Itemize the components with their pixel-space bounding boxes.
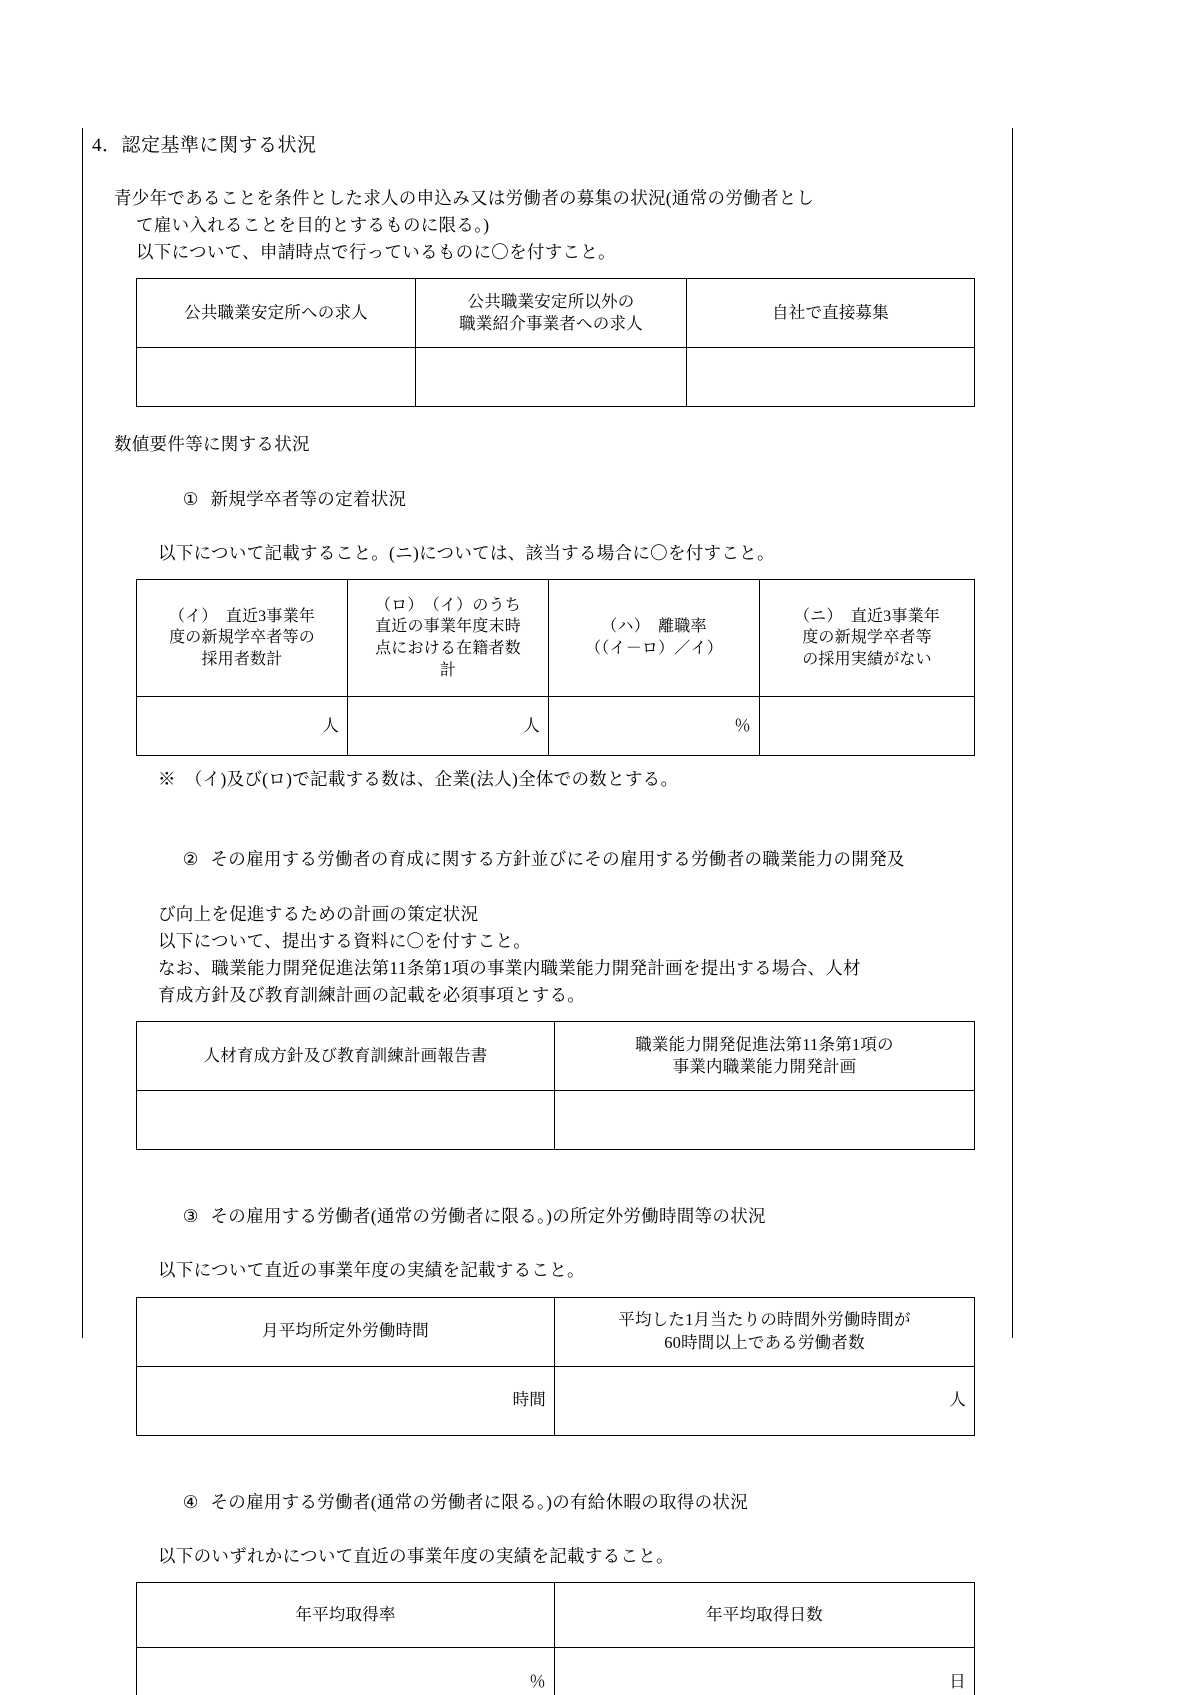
item-1-title xyxy=(92,459,1002,540)
section-2-item-2 xyxy=(92,819,1002,1150)
table-entry-row xyxy=(137,1366,975,1435)
table-header-row xyxy=(137,1297,975,1366)
header-line-1: 公共職業安定所以外の xyxy=(467,292,635,312)
entry-cell-annual-average-leave-rate[interactable] xyxy=(137,1648,555,1695)
header-line-1: （ハ） 離職率 xyxy=(601,618,707,636)
header-cell-i-total-hires xyxy=(137,580,348,697)
header-line-1: 平均した1月当たりの時間外労働時間が xyxy=(618,1310,911,1330)
unit-label-people: 人 xyxy=(322,715,339,735)
unit-label-hours: 時間 xyxy=(512,1390,546,1410)
entry-cell-ha-turnover-rate[interactable] xyxy=(549,697,760,756)
unit-label-people: 人 xyxy=(949,1390,966,1410)
entry-cell-in-house-vocational-plan[interactable] xyxy=(555,1091,975,1150)
header-cell-workers-over-60-hours xyxy=(555,1297,975,1366)
document-content xyxy=(92,130,1002,1695)
entry-cell-annual-average-leave-days[interactable] xyxy=(555,1648,975,1695)
header-line-1: （ニ） 直近3事業年 xyxy=(793,607,940,625)
item-3-title-text: その雇用する労働者(通常の労働者に限る。)の所定外労働時間等の状況 xyxy=(210,1206,766,1227)
header-line-4: 計 xyxy=(439,661,457,679)
header-cell-annual-average-leave-days xyxy=(555,1583,975,1648)
header-line-2: 60時間以上である労働者数 xyxy=(664,1332,865,1352)
entry-cell-other-placement-agency[interactable] xyxy=(416,348,687,407)
header-cell-ro-still-employed xyxy=(348,580,549,697)
header-line-3: 採用者数計 xyxy=(201,650,283,668)
page-left-rule xyxy=(82,128,83,1338)
entry-cell-monthly-average-overtime[interactable] xyxy=(137,1366,555,1435)
table-header-row xyxy=(137,580,975,697)
item-1-title-text: 新規学卒者等の定着状況 xyxy=(210,488,407,509)
section-2-title: 数値要件等に関する状況 xyxy=(114,434,310,455)
header-line-1: 年平均取得率 xyxy=(295,1604,396,1624)
table-entry-row xyxy=(137,348,975,407)
header-cell-other-placement-agency xyxy=(416,279,687,348)
entry-cell-public-employment-office[interactable] xyxy=(137,348,416,407)
item-3-instruction: 以下について直近の事業年度の実績を記載すること。 xyxy=(158,1260,585,1281)
item-1-instruction: 以下について記載すること。(ニ)については、該当する場合に〇を付すこと。 xyxy=(158,542,775,563)
item-2-title-line2: び向上を促進するための計画の策定状況 xyxy=(158,903,479,924)
entry-cell-ni-no-hiring-record[interactable] xyxy=(760,697,975,756)
unit-label-days: 日 xyxy=(949,1671,966,1691)
section-2-item-4 xyxy=(92,1462,1002,1695)
section-1-title-line2: て雇い入れることを目的とするものに限る。) xyxy=(136,215,490,236)
header-line-1: 職業能力開発促進法第11条第1項の xyxy=(635,1034,894,1054)
header-line-2: 事業内職業能力開発計画 xyxy=(672,1057,857,1076)
item-4-marker: ④ xyxy=(182,1491,199,1512)
header-cell-ni-no-hiring-record xyxy=(760,580,975,697)
header-line-1: 人材育成方針及び教育訓練計画報告書 xyxy=(203,1045,488,1065)
header-line-2: 職業紹介事業者への求人 xyxy=(459,314,643,334)
table-entry-row xyxy=(137,1091,975,1150)
item-2-title-text: その雇用する労働者の育成に関する方針並びにその雇用する労働者の職業能力の開発及 xyxy=(210,849,905,870)
page-right-rule xyxy=(1012,128,1013,1338)
item-4-instruction: 以下のいずれかについて直近の事業年度の実績を記載すること。 xyxy=(158,1545,674,1566)
table-header-row xyxy=(137,1022,975,1091)
section-2-item-1 xyxy=(92,459,1002,794)
table-new-graduate-retention xyxy=(136,579,975,756)
header-line-1: 年平均取得日数 xyxy=(706,1604,823,1624)
header-line-2: 度の新規学卒者等 xyxy=(802,629,932,647)
entry-cell-workers-over-60-hours[interactable] xyxy=(555,1366,975,1435)
entry-cell-hr-development-policy-report[interactable] xyxy=(137,1091,555,1150)
item-1-marker: ① xyxy=(182,488,199,509)
header-line-2: （（イ－ロ）／イ） xyxy=(585,640,723,657)
item-3-title xyxy=(92,1176,1002,1257)
item-2-marker: ② xyxy=(182,849,199,870)
header-line-1: 自社で直接募集 xyxy=(772,303,889,323)
section-1-title-line1: 青少年であることを条件とした求人の申込み又は労働者の募集の状況(通常の労働者とし xyxy=(114,188,815,208)
table-paid-leave xyxy=(136,1582,975,1695)
table-overtime-hours xyxy=(136,1297,975,1436)
unit-label-percent: ％ xyxy=(529,1671,546,1691)
item-2-instruction-line3: 育成方針及び教育訓練計画の記載を必須事項とする。 xyxy=(158,984,586,1005)
header-cell-direct-recruitment xyxy=(687,279,975,348)
unit-label-people: 人 xyxy=(523,715,540,735)
header-line-1: 月平均所定外労働時間 xyxy=(262,1321,429,1341)
header-line-3: 点における在籍者数 xyxy=(375,640,521,657)
header-cell-annual-average-leave-rate xyxy=(137,1583,555,1648)
item-2-title-line1 xyxy=(92,819,1002,900)
header-line-2: 直近の事業年度末時 xyxy=(375,618,521,636)
item-1-footnote: ※ （イ)及び(ロ)で記載する数は、企業(法人)全体での数とする。 xyxy=(158,769,679,789)
section-1-instruction: 以下について、申請時点で行っているものに〇を付すこと。 xyxy=(136,242,616,263)
item-3-marker: ③ xyxy=(182,1206,199,1227)
item-4-title xyxy=(92,1462,1002,1543)
header-cell-public-employment-office xyxy=(137,279,416,348)
header-cell-monthly-average-overtime xyxy=(137,1297,555,1366)
table-training-plan-documents xyxy=(136,1021,975,1150)
entry-cell-ro-still-employed[interactable] xyxy=(348,697,549,756)
section-2-item-3 xyxy=(92,1176,1002,1436)
entry-cell-i-total-hires[interactable] xyxy=(137,697,348,756)
header-line-1: （イ） 直近3事業年 xyxy=(168,607,315,625)
header-cell-ha-turnover-rate xyxy=(549,580,760,697)
section-1 xyxy=(92,185,1002,407)
header-line-2: 度の新規学卒者等の xyxy=(169,629,315,647)
item-4-title-text: その雇用する労働者(通常の労働者に限る。)の有給休暇の取得の状況 xyxy=(210,1491,749,1512)
entry-cell-direct-recruitment[interactable] xyxy=(687,348,975,407)
header-cell-in-house-vocational-plan xyxy=(555,1022,975,1091)
table-entry-row xyxy=(137,697,975,756)
header-line-1: 公共職業安定所への求人 xyxy=(184,303,368,323)
table-entry-row xyxy=(137,1648,975,1695)
table-recruitment-channels xyxy=(136,278,975,407)
header-line-1: （ロ） （イ）のうち xyxy=(374,596,521,614)
table-header-row xyxy=(137,279,975,348)
unit-label-percent: ％ xyxy=(734,715,751,735)
header-cell-hr-development-policy-report xyxy=(137,1022,555,1091)
item-2-instruction-line1: 以下について、提出する資料に〇を付すこと。 xyxy=(158,930,532,951)
table-header-row xyxy=(137,1583,975,1648)
section-2 xyxy=(92,431,1002,1695)
item-2-instruction-line2: なお、職業能力開発促進法第11条第1項の事業内職業能力開発計画を提出する場合、人材 xyxy=(158,957,861,978)
page-title: 4．認定基準に関する状況 xyxy=(92,135,317,156)
header-line-3: の採用実績がない xyxy=(802,650,932,668)
